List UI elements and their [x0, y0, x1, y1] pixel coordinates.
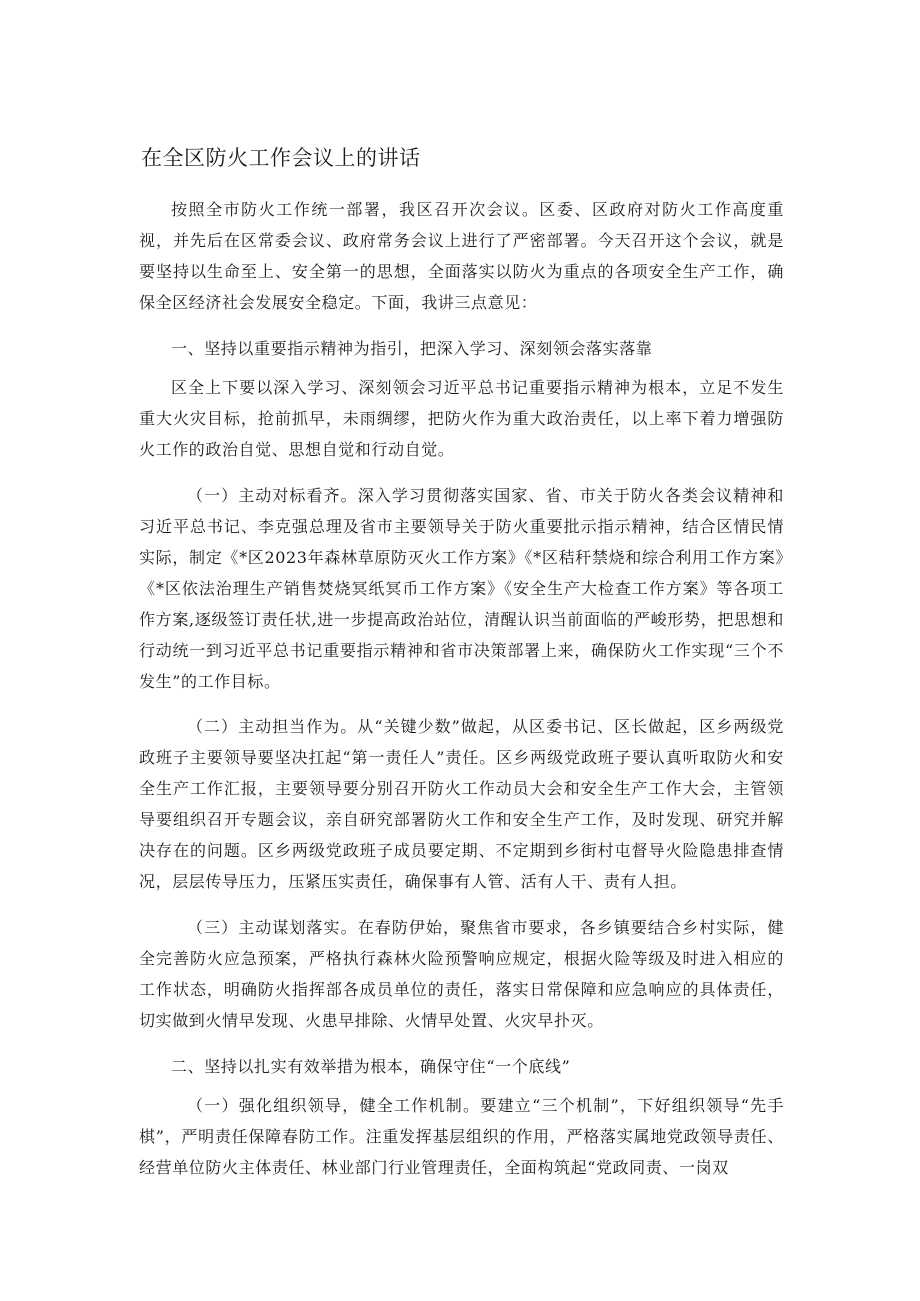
section-heading-1: 一、坚持以重要指示精神为指引，把深入学习、深刻领会落实落靠 — [171, 339, 653, 358]
intro-paragraph: 按照全市防火工作统一部署，我区召开次会议。区委、区政府对防火工作高度重视，并先后在区常委会议、政府常务会议上进行了严密部署。今天召开这个会议，就是要坚持以生命至上、安全第一的思想，全面落实以防火为重点的各项安全生产工作，确保全区经济社会发展安全稳定。下面，我讲三点意见： — [139, 200, 784, 312]
subsection-2-1-paragraph: （一）强化组织领导，健全工作机制。要建立“三个机制”，下好组织领导“先手棋”，严明责任保障春防工作。注重发挥基层组织的作用，严格落实属地党政领导责任、经营单位防火主体责任、林业部门行业管理责任，全面构筑起“党政同责、一岗双 — [139, 1096, 784, 1177]
section-heading-2: 二、坚持以扎实有效举措为根本，确保守住“一个底线” — [171, 1057, 571, 1076]
subsection-1-3-paragraph: （三）主动谋划落实。在春防伊始，聚焦省市要求，各乡镇要结合乡村实际，健全完善防火应急预案，严格执行森林火险预警响应规定，根据火险等级及时进入相应的工作状态，明确防火指挥部各成员单位的责任，落实日常保障和应急响应的具体责任，切实做到火情早发现、火患早排除、火情早处置、火灾早扑灭。 — [139, 918, 784, 1030]
subsection-1-1-paragraph: （一）主动对标看齐。深入学习贯彻落实国家、省、市关于防火各类会议精神和习近平总书记、李克强总理及省市主要领导关于防火重要批示指示精神，结合区情民情实际，制定《*区2023年森林草原防灭火工作方案》《*区秸秆禁烧和综合利用工作方案》《*区依法治理生产销售焚烧冥纸冥币工作方案》《安全生产大检查工作方案》等各项工作方案,逐级签订责任状,进一步提高政治站位，清醒认识当前面临的严峻形势，把思想和行动统一到习近平总书记重要指示精神和省市决策部署上来，确保防火工作实现“三个不发生”的工作目标。 — [139, 486, 784, 691]
subsection-1-2-paragraph: （二）主动担当作为。从“关键少数”做起，从区委书记、区长做起，区乡两级党政班子主要领导要坚决扛起“第一责任人”责任。区乡两级党政班子要认真听取防火和安全生产工作汇报，主要领导要分别召开防火工作动员大会和安全生产工作大会，主管领导要组织召开专题会议，亲自研究部署防火工作和安全生产工作，及时发现、研究并解决存在的问题。区乡两级党政班子成员要定期、不定期到乡街村屯督导火险隐患排查情况，层层传导压力，压紧压实责任，确保事有人管、活有人干、责有人担。 — [139, 717, 784, 891]
section-1-paragraph: 区全上下要以深入学习、深刻领会习近平总书记重要指示精神为根本，立足不发生重大火灾目标，抢前抓早，未雨绸缪，把防火作为重大政治责任，以上率下着力增强防火工作的政治自觉、思想自觉和行动自觉。 — [139, 378, 784, 459]
document-title: 在全区防火工作会议上的讲话 — [141, 146, 421, 170]
